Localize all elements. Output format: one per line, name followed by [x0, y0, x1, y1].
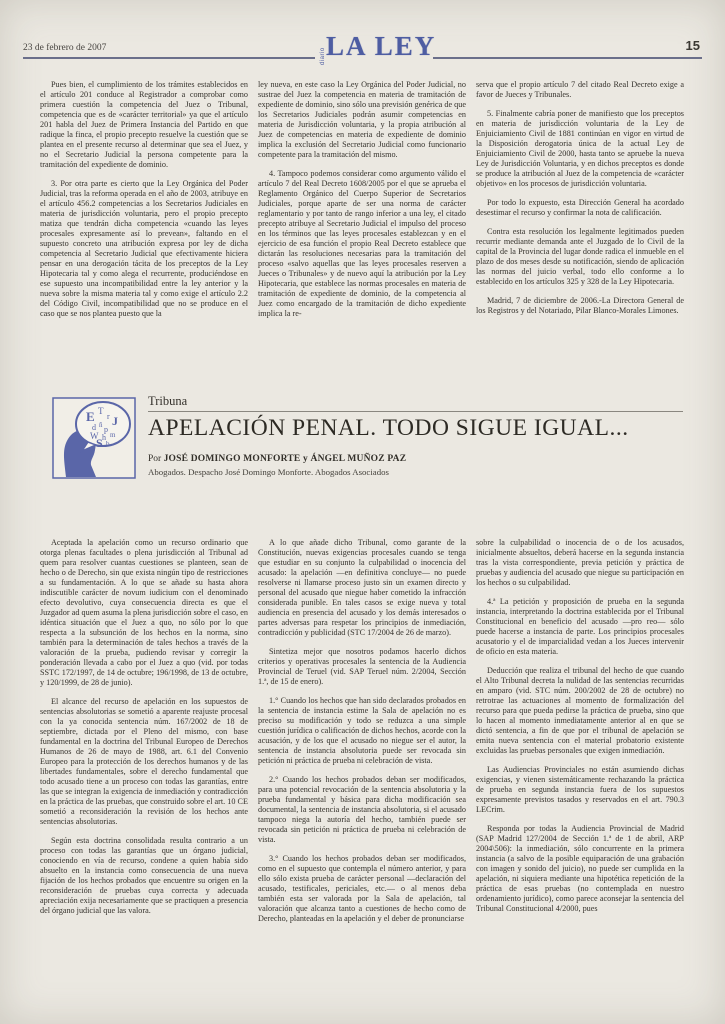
article-column-3: [476, 538, 684, 933]
svg-text:p: p: [104, 425, 108, 434]
paragraph: 4. Tampoco podemos considerar como argumento válido el artículo 7 del Real Decreto 1608/2005 por el que se aprueba el Reglamento Orgánico del Cuerpo Superior de Secretarios Judiciales, porque aparte de ser una norma de carácter reglamentario y por tanto de rango inferior a una ley, el citado precepto atribuye al Secretario Judicial el impulso del proceso en los términos que las leyes procesales establezcan y en el ejercicio de esa función el propio Real Decreto establece que dictarán las resoluciones necesarias para la tramitación del proceso «salvo aquellas que las leyes procesales reserven a Jueces o Tribunales» y de nuevo aquí la atribución por la Ley Hipotecaria, que establece las normas procesales en materia de tramitación de expediente de dominio, de la competencia al Juez como encargado de la tramitación de dicho expediente implica la re-: [258, 169, 466, 318]
resolution-text-section: [40, 80, 685, 328]
paragraph: Deducción que realiza el tribunal del hecho de que cuando el Alto Tribunal decreta la nulidad de las sentencias recurridas en amparo (vid. STC núm. 200/2002 de 28 de octubre) no retrotrae las actuaciones al momento de formalización del recurso para que pueda pedirse la práctica de prueba, sino que lo hacen al momento inmediatamente anterior al en que se dictó sentencia, a fin de que por el tribunal de apelación se emita nueva sentencia con el material probatorio existente excluidas las pruebas personales que exigen inmediación.: [476, 666, 684, 755]
svg-text:S: S: [96, 436, 103, 450]
tribuna-header-block: [40, 394, 685, 504]
author-affiliation: Abogados. Despacho José Domingo Monforte. Abogados Asociados: [148, 467, 389, 477]
header-rule-left: [23, 57, 315, 59]
svg-text:m: m: [110, 431, 116, 439]
svg-text:ñ: ñ: [99, 421, 103, 429]
article-headline: APELACIÓN PENAL. TODO SIGUE IGUAL...: [148, 415, 629, 441]
tribuna-head-speech-bubble-icon: [52, 397, 136, 479]
svg-text:d: d: [92, 423, 96, 432]
paragraph: serva que el propio artículo 7 del citado Real Decreto exige a favor de Jueces y Tribunales.: [476, 80, 684, 99]
masthead: [318, 31, 437, 65]
paragraph: Madrid, 7 de diciembre de 2006.-La Directora General de los Registros y del Notariado, Pilar Blanco-Morales Limones.: [476, 296, 684, 315]
paragraph: sobre la culpabilidad o inocencia de o de los acusados, inicialmente absueltos, deberá hacerse en la segunda instancia tras la vista correspondiente, previa petición y práctica de pruebas y audiencia del acusado que niegue su participación en los hechos o su culpabilidad.: [476, 538, 684, 587]
resolution-column-2: [258, 80, 466, 328]
paragraph: 5. Finalmente cabría poner de manifiesto que los preceptos en materia de jurisdicción voluntaria de la Ley de Enjuiciamiento Civil de 1881 continúan en vigor en virtud de la Disposición derogatoria única de la actual Ley de Enjuiciamiento Civil de 2000, hasta tanto se apruebe la nueva Ley de Jurisdicción Voluntaria, y en dichos preceptos es donde se produce la atribución al Juez de la competencia de «carácter objetivo» en los procesos de jurisdicción voluntaria.: [476, 109, 684, 188]
article-column-1: [40, 538, 248, 933]
article-body-section: [40, 538, 685, 933]
byline-prefix: Por: [148, 454, 164, 464]
resolution-column-3: [476, 80, 684, 328]
paragraph: 2.° Cuando los hechos probados deban ser modificados, para una potencial revocación de la sentencia absolutoria y la prueba fundamental y básica para dicha modificación sea documental, la sentencia de instancia absolutoria, si el acusado tampoco niega la autoría del hecho, también puede ser revocada sin petición ni práctica de prueba ni celebración de vista.: [258, 775, 466, 844]
issue-date: 23 de febrero de 2007: [23, 43, 107, 53]
tribuna-rule: [148, 411, 683, 412]
resolution-column-1: [40, 80, 248, 328]
paragraph: Aceptada la apelación como un recurso ordinario que otorga plenas facultades o plena jurisdicción al Tribunal ad quem para resolver cuantas cuestiones se planteen, sean de hecho o de Derecho, sin que exista ningún tipo de restricciones a su fundamentación. A lo que se añade su hasta ahora indiscutible carácter de novum iudicium con el denominado efecto devolutivo, cuya consecuencia directa es que el Juzgador ad quem asuma la plena jurisdicción sobre el caso, en idéntica situación que el Juez a quo, no sólo por lo que respecta a la subsunción de los hechos en la norma, sino también para la determinación de tales hechos a través de la valoración de la prueba, pudiendo revisar y corregir la ponderación llevada a cabo por el Juez a quo (vid. por todas SSTC 172/1997, de 14 de octubre; 196/1998, de 13 de octubre, y 120/1999, de 28 de junio).: [40, 538, 248, 687]
svg-text:T: T: [98, 406, 104, 416]
laley-logo: LA LEY: [326, 31, 437, 61]
article-column-2: [258, 538, 466, 933]
page-number: 15: [685, 38, 700, 53]
paragraph: Responda por todas la Audiencia Provincial de Madrid (SAP Madrid 127/2004 de Sección 1.ª de 1 de abril, ARP 2004\506): la inmediación, sólo concurrente en la primera instancia (a salvo de la posible equiparación de una grabación con imagen y sonido del juicio), no puede ser cumplida en la apelación, ni siquiera mediante una hipotética repetición de la práctica de esas pruebas (no contemplada en nuestro ordenamiento jurídico), como parece aconsejar la sentencia del Tribunal Constitucional 4/2000, pues: [476, 824, 684, 913]
paragraph: El alcance del recurso de apelación en los supuestos de sentencias absolutorias se sometió a aparente reajuste procesal con la ya conocida sentencia núm. 167/2002 de 18 de septiembre, dictada por el Pleno del mismo, con base fundamental en la doctrina del Tribunal Europeo de Derechos Humanos de 26 de mayo de 1988, art. 6.1 del Convenio Europeo para la protección de los derechos humanos y de las libertades fundamentales, sobre el derecho fundamental que todo acusado tiene a un proceso con todas las garantías, entre las que se integran la exigencia de inmediación y contradicción en la práctica de las pruebas, que construido sobre el art. 10 CE sometió a reconsideración la revisión de los hechos ante sentencias absolutorias.: [40, 697, 248, 826]
paragraph: 3.° Cuando los hechos probados deban ser modificados, como en el supuesto que contempla el número anterior, y para ello sólo exista prueba de carácter personal —declaración del acusado, testificales, periciales, etc.— o al menos deba también esta ser valorada por la Sala de apelación, tal valoración que alcanza tanto a cuestiones de hecho como de Derecho, planteadas en la apelación y el deber de pronunciarse: [258, 854, 466, 923]
paragraph: 3. Por otra parte es cierto que la Ley Orgánica del Poder Judicial, tras la reforma operada en el año de 2003, atribuye en el artículo 456.2 competencias a los Secretarios Judiciales en materia de jurisdicción voluntaria, pero el propio precepto matiza que tendrán dicha competencia «cuando las leyes procesales expresamente así lo prevean», faltando en el supuesto concreto una atribución expresa por ley de dicha competencia al Secretario Judicial que efectivamente hiciera pensar en una derogación tácita de los preceptos de la Ley Hipotecaria tal y como alega el recurrente, produciéndose en ese supuesto una incompatibilidad entre la ley anterior y la nueva sobre la misma materia tal y como exige el artículo 2.2 del Código Civil, incompatibilidad que no se produce en el caso que se nos plantea puesto que la: [40, 179, 248, 318]
paragraph: Pues bien, el cumplimiento de los trámites establecidos en el artículo 201 conduce al Registrador a comprobar como primera cuestión la competencia del Juez o Tribunal, competencia que es de «carácter territorial» ya que el artículo 201 habla del Juez de Primera Instancia del Partido en que radique la finca, el propio precepto resuelve la cuestión que se plantea en el presente recurso al determinar que sea el Juez, y no el Secretario Judicial la persona competente para la tramitación del expediente de dominio.: [40, 80, 248, 169]
paragraph: 1.° Cuando los hechos que han sido declarados probados en la sentencia de instancia estime la Sala de apelación no es preciso su modificación y todo se reduzca a una simple cuestión jurídica o calificación de dichos hechos, acorde con la acusación, y de los que el acusado no niegue ser el autor, la sentencia de instancia absolutoria puede ser revocada sin petición ni práctica de prueba ni celebración de vista.: [258, 696, 466, 765]
paragraph: ley nueva, en este caso la Ley Orgánica del Poder Judicial, no sustrae del Juez la competencia en materia de tramitación de expediente de dominio, sino sólo una previsión genérica de que los Secretarios Judiciales podrán asumir competencias en materia de Jurisdicción voluntaria, y la propia atribución al Juez de competencias en materia de expediente de dominio implica la exclusión del Secretario Judicial como funcionario competente para la tramitación del mismo.: [258, 80, 466, 159]
paragraph: A lo que añade dicho Tribunal, como garante de la Constitución, nuevas exigencias procesales cuando se tenga que estudiar en su conjunto la culpabilidad o inocencia del acusado: la apelación —en definitiva concluye— no puede resolverse ni llamarse proceso justo sin un examen directo y personal del acusado que niegue haber cometido la infracción considerada punible. En tales casos se exige nueva y total audiencia en presencia del acusado y los demás interesados o partes adversas para respetar los principios de inmediación, contradicción y publicidad (STC 17/2004 de 26 de marzo).: [258, 538, 466, 637]
svg-text:E: E: [86, 409, 95, 424]
paragraph: Por todo lo expuesto, esta Dirección General ha acordado desestimar el recurso y confirmar la nota de calificación.: [476, 198, 684, 217]
paragraph: Sintetiza mejor que nosotros podamos hacerlo dichos criterios y operativas procesales la sentencia de la Audiencia Provincial de Teruel (vid. SAP Teruel núm. 2/2004, Sección 1.ª, de 15 de enero).: [258, 647, 466, 686]
svg-text:r: r: [107, 412, 110, 421]
svg-text:W: W: [90, 431, 99, 441]
paragraph: Según esta doctrina consolidada resulta contrario a un proceso con todas las garantías que un órgano judicial, conociendo en vía de recurso, condene a quien había sido absuelto en la instancia como consecuencia de una nueva fijación de los hechos probados que encuentre su origen en la reconsideración de pruebas cuya correcta y adecuada apreciación exija necesariamente que se practiquen a presencia del órgano judicial que las valora.: [40, 836, 248, 915]
byline: [148, 454, 406, 464]
svg-text:h: h: [102, 433, 106, 442]
author-names: JOSÉ DOMINGO MONFORTE y ÁNGEL MUÑOZ PAZ: [163, 454, 407, 464]
paragraph: Contra esta resolución los legalmente legitimados pueden recurrir mediante demanda ante el Juzgado de lo Civil de la capital de la Provincia del lugar donde radica el inmueble en el plazo de dos meses desde su notificación, siendo de aplicación las normas del juicio verbal, todo ello conforme a lo establecido en los artículos 325 y 328 de la Ley Hipotecaria.: [476, 227, 684, 286]
svg-text:b: b: [106, 440, 110, 448]
paragraph: Las Audiencias Provinciales no están asumiendo dichas exigencias, y vienen sistemáticamente rechazando la práctica de prueba en segunda instancia fuera de los supuestos expresamente previstos tasados y reservados en el art. 790.3 LECrim.: [476, 765, 684, 814]
logo-vertical-text: diario: [320, 47, 326, 65]
svg-text:J: J: [112, 414, 118, 428]
section-label: Tribuna: [148, 394, 188, 408]
paragraph: 4.ª La petición y proposición de prueba en la segunda instancia, interpretando la doctrina establecida por el Tribunal Constitucional en beneficio del acusado —pro reo— sólo puede hacerse a instancia de parte. Los principios procesales acusatorio y el de imparcialidad vedan a los Jueces intervenir de oficio en esta materia.: [476, 597, 684, 656]
header-rule-right: [433, 57, 702, 59]
